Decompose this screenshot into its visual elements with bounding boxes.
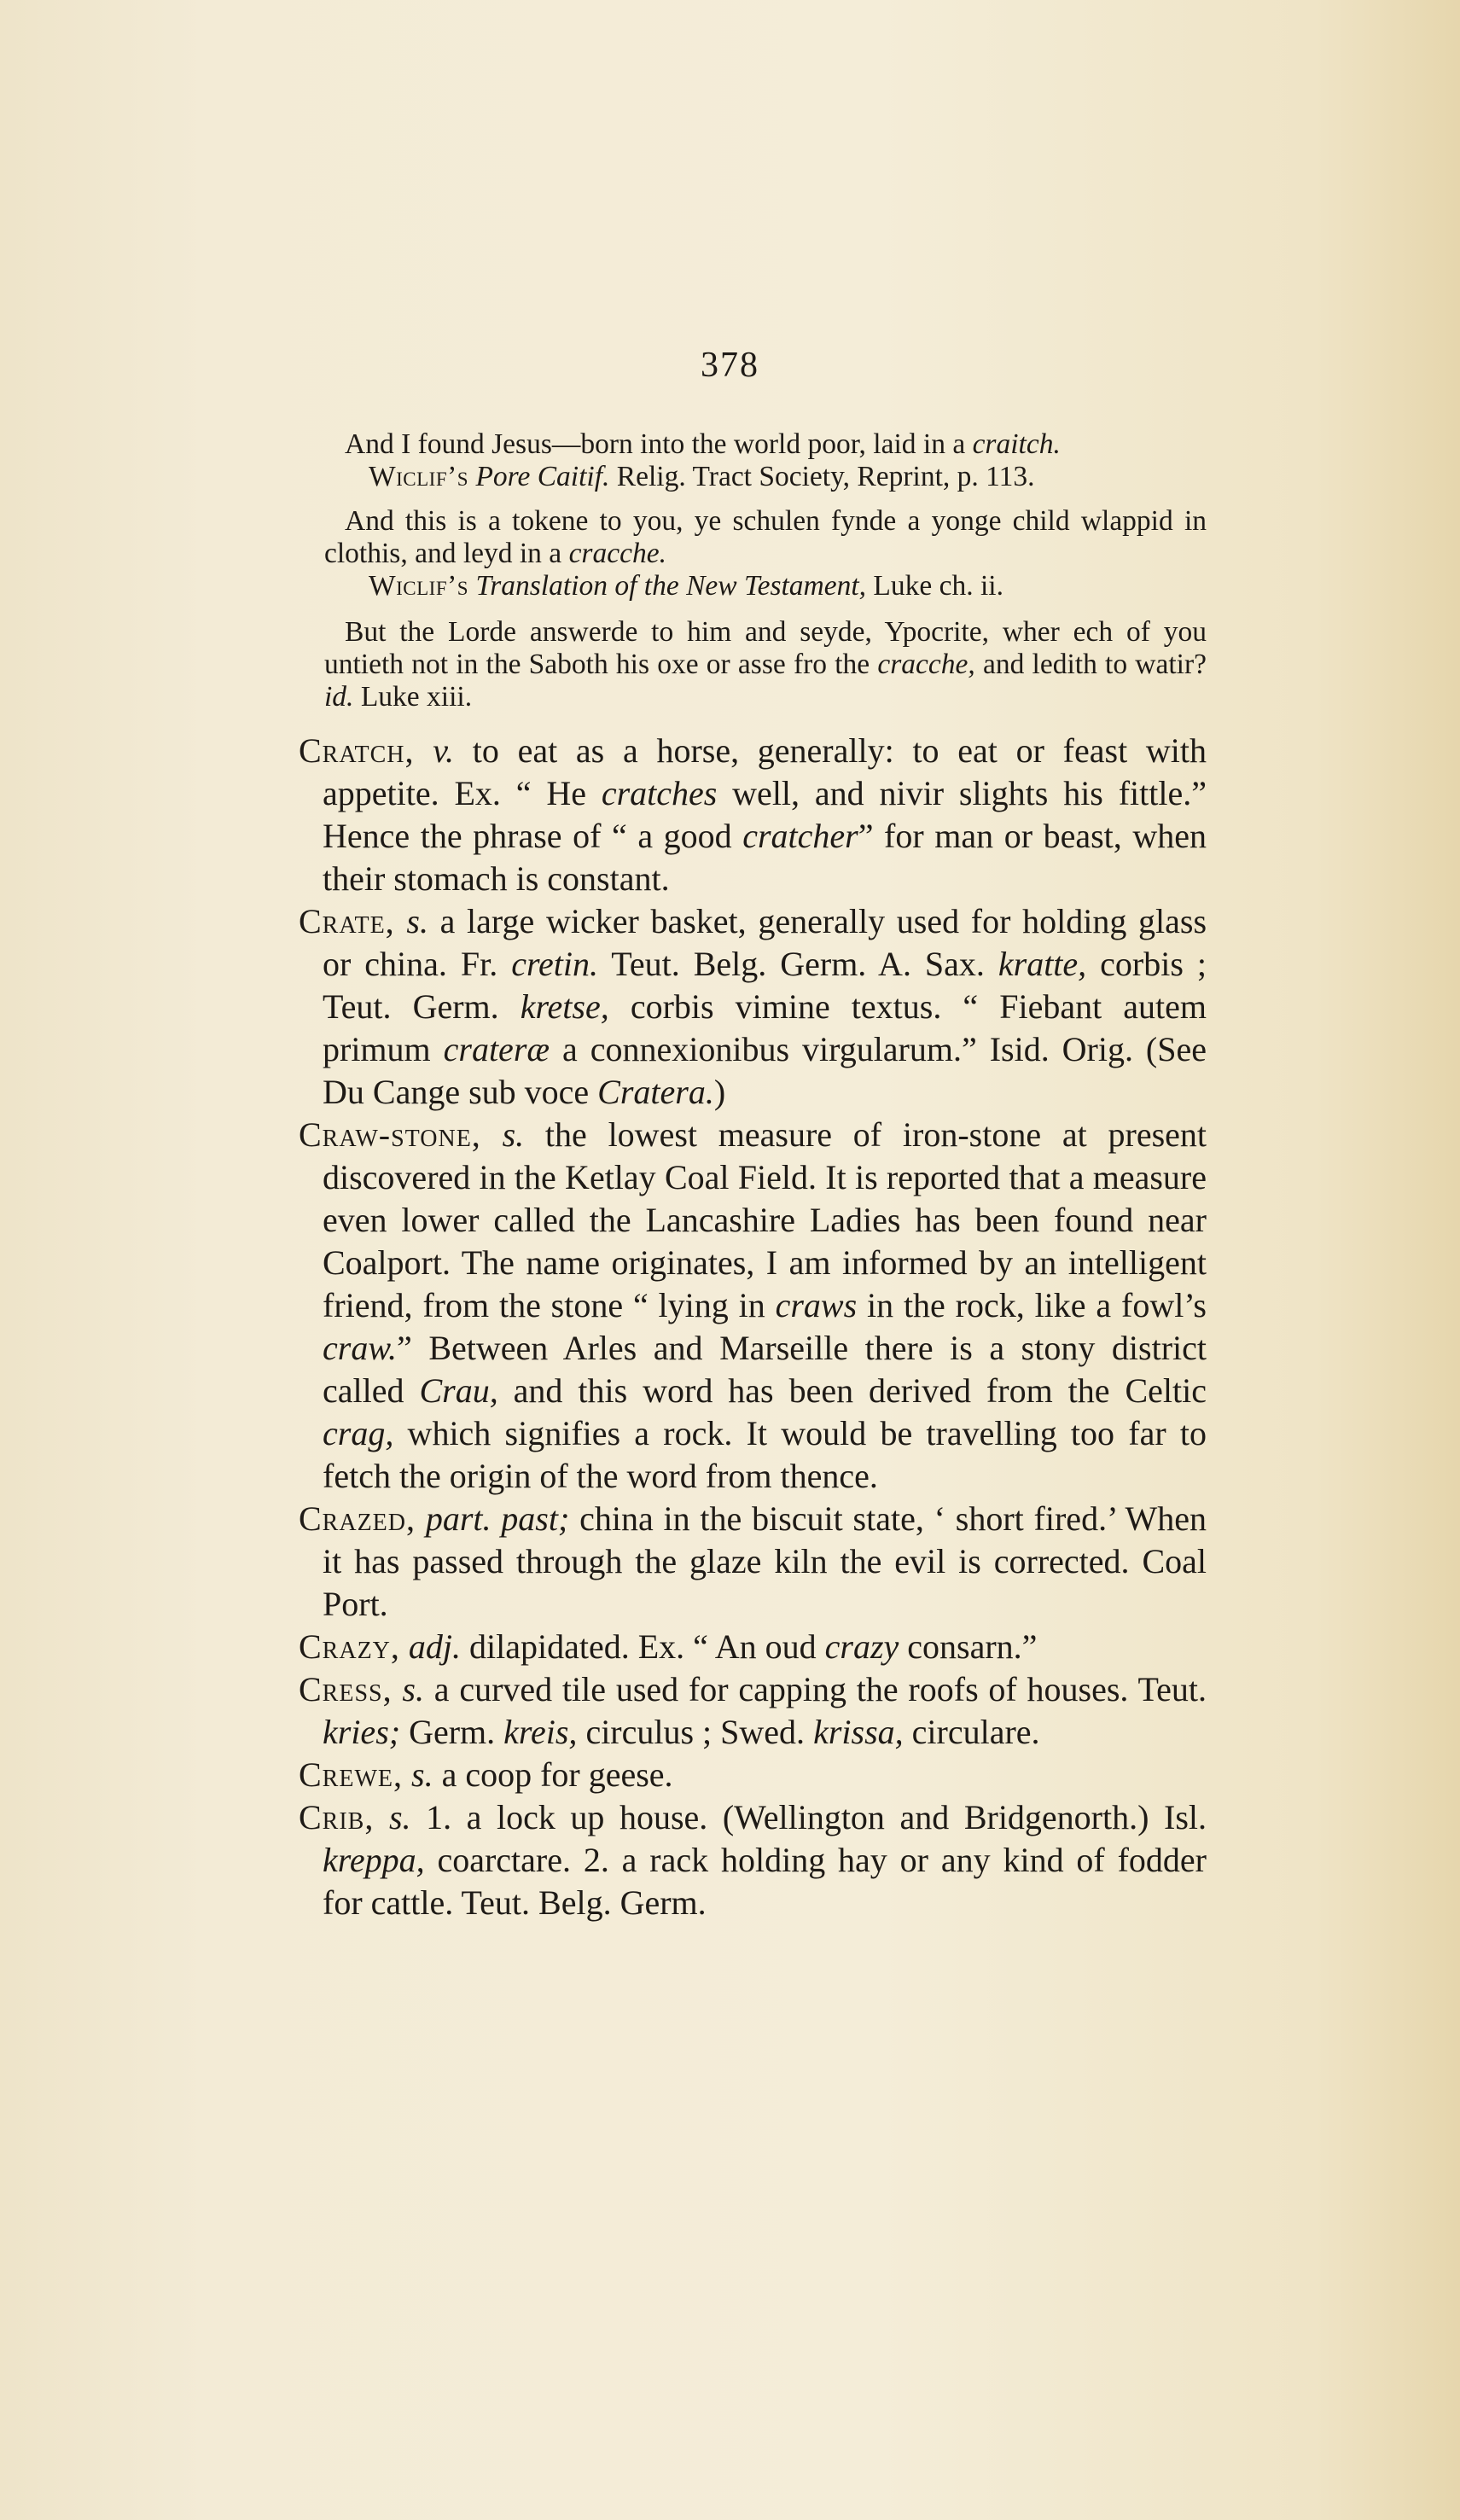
part-of-speech: s. (406, 902, 428, 940)
page-number: 378 (701, 346, 759, 385)
quote-italic-term: craitch. (972, 428, 1061, 460)
dictionary-entries (299, 730, 1207, 1924)
quote-reference-id: id. (324, 681, 354, 713)
quote-text: And I found Jesus—born into the world poor, laid in a craitch. (345, 428, 1061, 460)
entry-crazy: Crazy, adj. dilapidated. Ex. “ An oud crazy consarn.” (299, 1627, 1038, 1666)
part-of-speech: adj. (408, 1627, 462, 1666)
entry-crate: Crate, s. a large wicker basket, generally used for holding glass or china. Fr. cretin. Teut. Belg. Germ. A. Sax. kratte, corbis ; Teut. Germ. kretse, corbis vimine textus. “ Fiebant autem primum crateræ a connexionibus virgularum.” Isid. Orig. (See Du Cange sub voce Cratera.) (299, 902, 1207, 1111)
part-of-speech: s. (388, 1798, 411, 1836)
citation-title: Translation of the New Testament, (475, 570, 867, 602)
quote-italic-term: cracche, (877, 649, 975, 680)
headword: Cratch, (299, 731, 415, 770)
quotation-2 (324, 505, 1207, 602)
entry-cress: Cress, s. a curved tile used for capping the roofs of houses. Teut. kries; Germ. kreis, circulus ; Swed. krissa, circulare. (299, 1670, 1207, 1751)
entry-crib: Crib, s. 1. a lock up house. (Wellington and Bridgenorth.) Isl. kreppa, coarctare. 2. a rack holding hay or any kind of fodder for cattle. Teut. Belg. Germ. (299, 1798, 1207, 1922)
headword: Crewe, (299, 1755, 403, 1794)
part-of-speech: v. (433, 731, 455, 770)
entry-crazed: Crazed, part. past; china in the biscuit state, ‘ short fired.’ When it has passed through the glaze kiln the evil is corrected. Coal Port. (299, 1499, 1207, 1623)
quote-text: And this is a tokene to you, ye schulen fynde a yonge child wlappid in clothis, and leyd in a cracche. (324, 505, 1207, 569)
headword: Crib, (299, 1798, 375, 1836)
citation-title: Pore Caitif. (475, 461, 610, 492)
citation-author: Wiclif’s (369, 570, 469, 602)
quotation-1 (324, 428, 1207, 493)
quotation-3 (324, 616, 1207, 713)
quote-italic-term: cracche. (568, 538, 666, 569)
part-of-speech: s. (411, 1755, 433, 1794)
quote-citation: Wiclif’s Pore Caitif. Relig. Tract Society, Reprint, p. 113. (369, 461, 1035, 492)
citation-author: Wiclif’s (369, 461, 469, 492)
quote-citation: Wiclif’s Translation of the New Testament, Luke ch. ii. (369, 570, 1003, 602)
headword: Craw-stone, (299, 1115, 481, 1154)
headword: Crate, (299, 902, 395, 940)
part-of-speech: s. (402, 1670, 424, 1708)
headword: Crazed, (299, 1499, 416, 1538)
entry-cratch: Cratch, v. to eat as a horse, generally: to eat or feast with appetite. Ex. “ He cratches well, and nivir slights his fittle.” Hence the phrase of “ a good cratcher” for man or beast, when their stomach is constant. (299, 731, 1207, 898)
part-of-speech: part. past; (425, 1499, 570, 1538)
quote-text: But the Lorde answerde to him and seyde, Ypocrite, wher ech of you untieth not in the Saboth his oxe or asse fro the cracche, and ledith to watir? id. Luke xiii. (324, 616, 1207, 713)
part-of-speech: s. (502, 1115, 525, 1154)
headword: Cress, (299, 1670, 393, 1708)
entry-crewe: Crewe, s. a coop for geese. (299, 1755, 673, 1794)
headword: Crazy, (299, 1627, 400, 1666)
entry-craw-stone: Craw-stone, s. the lowest measure of iron-stone at present discovered in the Ketlay Coal Field. It is reported that a measure even lower called the Lancashire Ladies has been found near Coalport. The name originates, I am informed by an intelligent friend, from the stone “ lying in craws in the rock, like a fowl’s craw.” Between Arles and Marseille there is a stony district called Crau, and this word has been derived from the Celtic crag, which signifies a rock. It would be travelling too far to fetch the origin of the word from thence. (299, 1115, 1207, 1495)
